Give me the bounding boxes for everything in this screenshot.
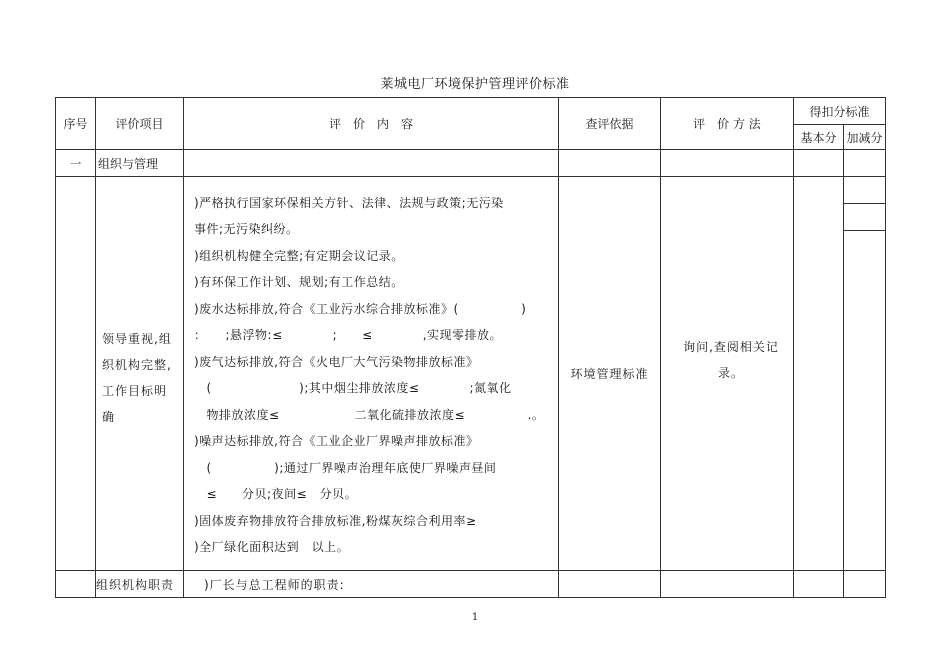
header-method: 评 价 方 法 [661,98,794,150]
content-line: )固体废弃物排放符合排放标准,粉煤灰综合利用率≥ [194,513,477,528]
content-line: )全厂绿化面积达到 以上。 [194,540,350,554]
content-line: ( );其中烟尘排放浓度≤ ;氮氧化 [194,381,512,395]
leadership-basis: 环境管理标准 [559,177,661,571]
content-line: )噪声达标排放,符合《工业企业厂界噪声排放标准》 [194,434,479,448]
leadership-row [56,177,886,571]
content-line: 事件;无污染纠纷。 [194,222,299,236]
content-line: ( );通过厂界噪声治理年底使厂界噪声昼间 [194,460,497,475]
header-add-sub: 加减分 [844,125,886,150]
item-line: 确 [102,409,116,424]
duties-row [56,571,886,598]
empty-cell [844,150,886,177]
add-sub-cell [844,177,886,571]
leadership-method-cell [661,177,794,571]
empty-cell [56,177,96,571]
item-line: 织机构完整, [102,357,172,372]
content-line: ≤ 分贝;夜间≤ 分贝。 [194,487,358,501]
method-line: 询问,查阅相关记 [683,339,779,354]
content-line: )废气达标排放,符合《火电厂大气污染物排放标准》 [194,354,479,369]
add-sub-box [844,177,885,204]
empty-cell [184,150,559,177]
duties-content: )厂长与总工程师的职责: [184,571,559,598]
document-title: 莱城电厂环境保护管理评价标准 [380,77,570,92]
header-base-score: 基本分 [794,125,844,150]
section-row [56,150,886,177]
header-seq: 序号 [56,98,96,150]
content-line: )废水达标排放,符合《工业污水综合排放标准》( ) [194,301,527,316]
empty-cell [559,571,661,598]
section-title: 组织与管理 [96,150,184,177]
add-sub-box [844,204,885,231]
content-line: )组织机构健全完整;有定期会议记录。 [194,248,404,263]
leadership-content-cell [184,177,559,571]
evaluation-table [55,97,886,598]
section-seq: 一 [56,150,96,177]
header-row-1 [56,98,886,125]
page-number: 1 [471,612,479,623]
item-line: 工作目标明 [102,383,168,398]
item-line: 领导重视,组 [102,331,172,346]
method-line: 录。 [717,365,744,380]
empty-cell [844,571,886,598]
content-line: 物排放浓度≤ 二氧化硫排放浓度≤ .。 [194,407,545,422]
header-item: 评价项目 [96,98,184,150]
empty-cell [661,150,794,177]
header-content: 评 价 内 容 [184,98,559,150]
empty-cell [559,150,661,177]
duties-item: 组织机构职责 [96,571,184,598]
empty-cell [794,571,844,598]
header-score-group: 得扣分标准 [794,98,886,125]
content-line: )严格执行国家环保相关方针、法律、法规与政策;无污染 [194,195,504,210]
content-line: ： ;悬浮物:≤ ; ≤ ,实现零排放。 [194,328,503,342]
leadership-item-cell [96,177,184,571]
content-line: )有环保工作计划、规划;有工作总结。 [194,275,404,289]
empty-cell [56,571,96,598]
empty-cell [661,571,794,598]
base-score-cell [794,177,844,571]
header-basis: 查评依据 [559,98,661,150]
empty-cell [794,150,844,177]
